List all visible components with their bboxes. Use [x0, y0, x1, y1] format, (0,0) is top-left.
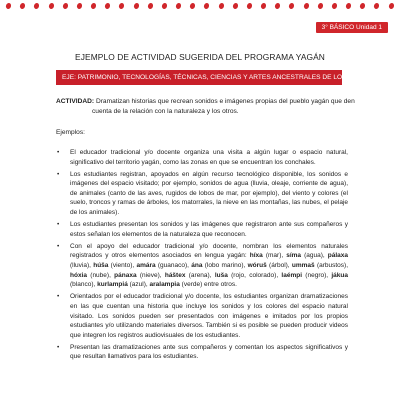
list-item-text: Orientados por el educador tradicional y/o docente, los estudiantes organizan dramatizaciones en las que cuentan una historia que incluye los sonidos y los colores del espacio natural visitado. Los sonidos pueden ser presentados con imágenes e imitados por los propios estudiantes y/o utilizando materiales diversos. También si es posible se pueden producir videos que integren los registros audiovisuales de los estudiantes. — [70, 293, 348, 339]
translation: (viento), — [108, 262, 137, 270]
activity-statement — [56, 97, 356, 117]
translation: (verde) entre otros. — [179, 281, 237, 289]
yagan-word: amára — [136, 262, 156, 270]
yagan-word: síma — [286, 252, 302, 260]
examples-list — [56, 148, 348, 364]
dot-decoration — [62, 2, 69, 9]
list-item — [56, 292, 348, 340]
bullet-glyph: • — [57, 170, 60, 178]
dot-decoration — [19, 2, 26, 9]
translation: (mar), — [262, 252, 287, 260]
dot-decoration — [133, 2, 140, 9]
yagan-word: kurlampiá — [97, 281, 128, 289]
dot-decoration — [204, 2, 211, 9]
dot-decoration — [232, 2, 239, 9]
bullet-glyph: • — [57, 343, 60, 351]
yagan-word: pánaxa — [114, 271, 137, 279]
dot-decoration — [303, 2, 310, 9]
dot-decoration — [189, 2, 196, 9]
yagan-word: húša — [93, 262, 109, 270]
yagan-word: ána — [191, 262, 203, 270]
dot-decoration — [147, 2, 154, 9]
yagan-word: ummaš — [291, 262, 315, 270]
translation: (azul), — [127, 281, 150, 289]
vocab-intro: Con el apoyo del educador tradicional y/o docente, nombran los elementos naturales registrados y otros elementos asociados en lengua yagán: — [70, 242, 348, 260]
yagan-word: pálaxa — [327, 252, 348, 260]
translation: (arbustos), — [314, 262, 349, 270]
list-item-text: Los estudiantes presentan los sonidos y las imágenes que registraron ante sus compañeros y estos señalan los elementos de la naturaleza que reconocen. — [70, 221, 348, 238]
translation: (nube), — [86, 271, 115, 279]
dot-decoration — [359, 2, 366, 9]
dot-decoration — [175, 2, 182, 9]
dot-decoration — [374, 2, 381, 9]
dot-decoration — [5, 2, 12, 9]
list-item — [56, 220, 348, 239]
dot-decoration — [118, 2, 125, 9]
translation: (arena), — [185, 271, 215, 279]
translation: (árbol), — [266, 262, 292, 270]
translation: (blanco), — [70, 281, 98, 289]
translation: (rojo, colorado), — [227, 271, 282, 279]
decorative-dot-border — [0, 0, 400, 12]
list-item — [56, 148, 348, 167]
translation: (nieve), — [136, 271, 165, 279]
bullet-glyph: • — [57, 293, 60, 301]
dot-decoration — [289, 2, 296, 9]
page-title: EJEMPLO DE ACTIVIDAD SUGERIDA DEL PROGRAMA YAGÁN — [75, 52, 325, 62]
translation: (lluvia), — [70, 262, 94, 270]
dot-decoration — [345, 2, 352, 9]
yagan-word: híxa — [249, 252, 263, 260]
dot-decoration — [76, 2, 83, 9]
dot-decoration — [90, 2, 97, 9]
dot-decoration — [274, 2, 281, 9]
list-item-text — [70, 243, 348, 288]
dot-decoration — [246, 2, 253, 9]
dot-decoration — [161, 2, 168, 9]
yagan-word: laémpi — [281, 271, 303, 279]
dot-decoration — [388, 2, 395, 9]
translation: (negro), — [302, 271, 332, 279]
eje-banner-text: EJE: PATRIMONIO, TECNOLOGÍAS, TÉCNICAS, CIENCIAS Y ARTES ANCESTRALES DE LOS PUEBLOS — [62, 74, 380, 81]
dot-decoration — [104, 2, 111, 9]
yagan-word: hóxia — [70, 271, 87, 279]
translation: (guanaco), — [155, 262, 192, 270]
yagan-word: jákua — [331, 271, 348, 279]
translation: (agua), — [301, 252, 328, 260]
bullet-glyph: • — [57, 242, 60, 250]
yagan-word: aralampia — [149, 281, 180, 289]
dot-decoration — [260, 2, 267, 9]
yagan-word: luša — [214, 271, 228, 279]
dot-decoration — [317, 2, 324, 9]
list-item-text: Presentan las dramatizaciones ante sus compañeros y comentan los aspectos significativos y que resultan llamativos para los estudiantes. — [70, 343, 348, 361]
dot-decoration — [48, 2, 55, 9]
list-item — [56, 170, 348, 218]
yagan-word: wóruš — [247, 262, 267, 270]
eje-banner — [56, 70, 380, 85]
bullet-glyph: • — [57, 221, 60, 229]
examples-heading: Ejemplos: — [56, 129, 85, 136]
translation: (lobo marino), — [202, 262, 248, 270]
activity-label: ACTIVIDAD: — [56, 98, 95, 105]
list-item — [56, 343, 348, 362]
dot-decoration — [218, 2, 225, 9]
dot-decoration — [331, 2, 338, 9]
activity-text-line1: Dramatizan historias que recrean sonidos e imágenes propias del pueblo yagán que den — [95, 98, 355, 105]
list-item-text: Los estudiantes registran, apoyados en algún recurso tecnológico disponible, los sonidos e imágenes del espacio visitado; por ejemplo, sonidos de agua (lluvia, oleaje, corriente de agua), de animales (canto de las aves, rugidos de lobos de mar, por ejemplo), del viento y colores (el suelo, troncos y ramas de árboles, los matorrales, la nieve en las montañas, las nubes, el pelaje de los animales). — [70, 170, 348, 217]
yagan-word: háštex — [164, 271, 186, 279]
dot-decoration — [33, 2, 40, 9]
activity-text-line2: cuenta de la relación con la naturaleza y los otros. — [92, 108, 239, 115]
bullet-glyph: • — [57, 149, 60, 156]
list-item — [56, 242, 348, 290]
grade-unit-badge: 3° BÁSICO Unidad 1 — [316, 22, 388, 33]
list-item-text: El educador tradicional y/o docente organiza una visita a algún lugar o espacio natural, significativo del territorio yagán, como las zonas en que se encuentran los conchales. — [70, 149, 348, 166]
